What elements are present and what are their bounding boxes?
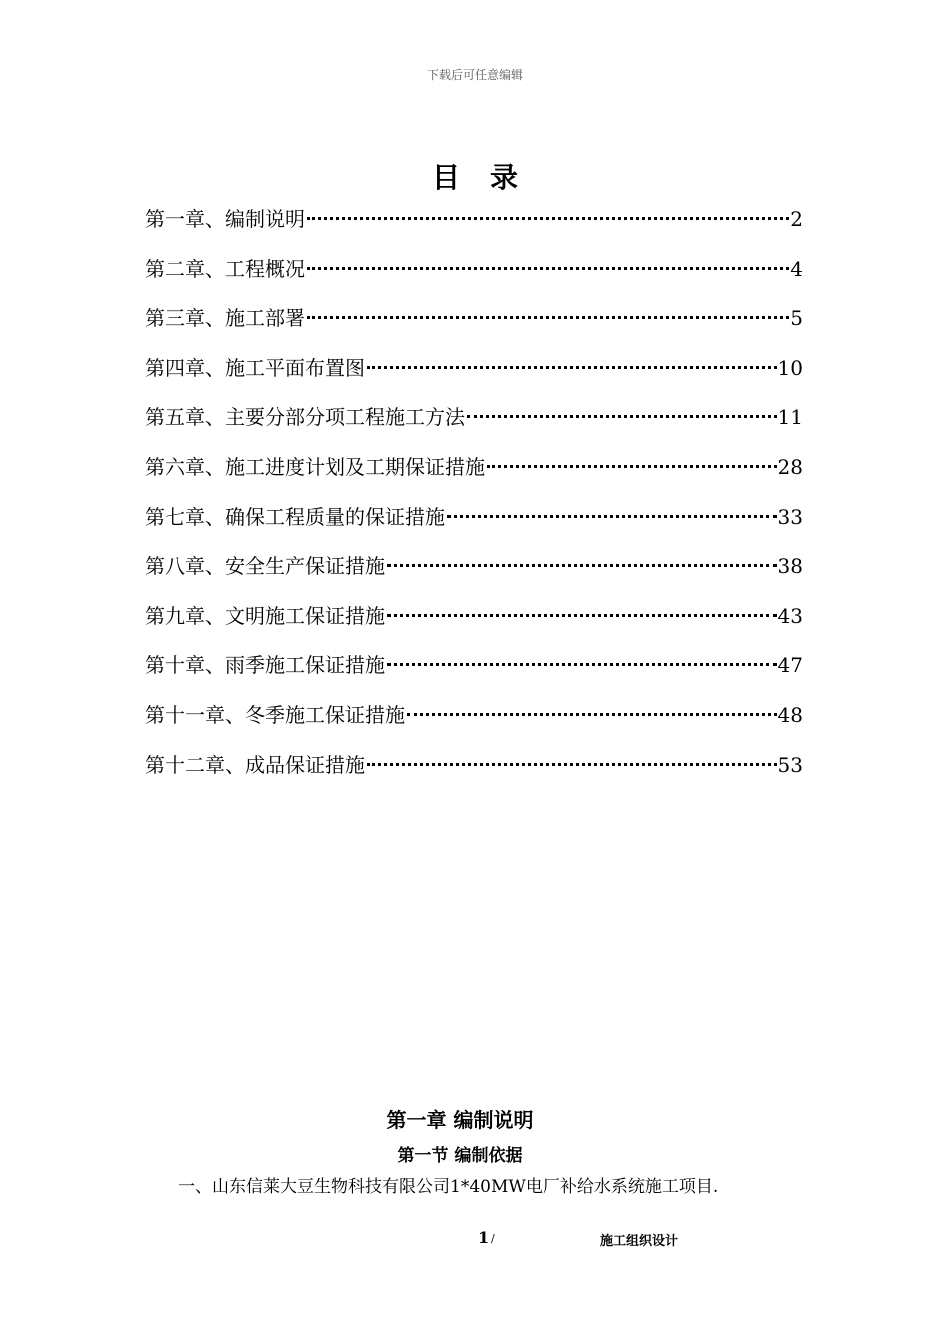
- toc-item[interactable]: [145, 203, 803, 253]
- toc-item-page: 28: [777, 454, 803, 479]
- toc-item[interactable]: [145, 699, 803, 749]
- toc-item-page: 5: [790, 306, 803, 331]
- section-title: 第一节 编制依据: [397, 1146, 523, 1166]
- toc-item-label: 第八章、安全生产保证措施: [145, 554, 385, 579]
- toc-leader-dots: [307, 316, 789, 319]
- toc-title: 目录: [431, 161, 548, 194]
- toc-leader-dots: [367, 366, 777, 369]
- toc-item[interactable]: [145, 352, 803, 402]
- toc-item[interactable]: [145, 501, 803, 551]
- toc-item-label: 第七章、确保工程质量的保证措施: [145, 504, 445, 529]
- toc-item-label: 第三章、施工部署: [145, 306, 305, 331]
- footer-separator: /: [491, 1232, 495, 1245]
- toc-item[interactable]: [145, 749, 803, 799]
- toc-item-page: 47: [777, 653, 803, 678]
- toc-item-page: 43: [777, 603, 803, 628]
- toc-leader-dots: [387, 663, 777, 666]
- toc-leader-dots: [467, 415, 777, 418]
- toc-leader-dots: [307, 217, 789, 220]
- toc-leader-dots: [387, 614, 777, 617]
- toc-item[interactable]: [145, 401, 803, 451]
- toc-leader-dots: [487, 465, 777, 468]
- chapter-title: 第一章 编制说明: [386, 1108, 534, 1132]
- toc-item-page: 10: [777, 355, 803, 380]
- header-note: 下载后可任意编辑: [426, 68, 523, 82]
- toc-item[interactable]: [145, 600, 803, 650]
- toc-item-label: 第十章、雨季施工保证措施: [145, 653, 385, 678]
- footer-doc-title: 施工组织设计: [600, 1234, 679, 1249]
- toc-item-label: 第四章、施工平面布置图: [145, 355, 365, 380]
- toc-leader-dots: [407, 713, 777, 716]
- toc-item-page: 53: [777, 752, 803, 777]
- toc-leader-dots: [387, 564, 777, 567]
- toc-item-page: 48: [777, 702, 803, 727]
- toc-item-label: 第十一章、冬季施工保证措施: [145, 702, 405, 727]
- toc-item[interactable]: [145, 253, 803, 303]
- toc-item-label: 第十二章、成品保证措施: [145, 752, 365, 777]
- toc-item-page: 33: [777, 504, 803, 529]
- toc-item[interactable]: [145, 302, 803, 352]
- toc-item-label: 第二章、工程概况: [145, 256, 305, 281]
- toc-item-label: 第六章、施工进度计划及工期保证措施: [145, 454, 485, 479]
- toc-leader-dots: [367, 763, 777, 766]
- toc-item-page: 2: [790, 207, 803, 231]
- toc-leader-dots: [447, 515, 777, 518]
- toc-item-page: 11: [777, 405, 803, 430]
- toc-leader-dots: [307, 267, 789, 270]
- toc-item-label: 第九章、文明施工保证措施: [145, 603, 385, 628]
- body-paragraph: 一、山东信莱大豆生物科技有限公司1*40MW电厂补给水系统施工项目.: [178, 1177, 719, 1197]
- toc-item[interactable]: [145, 550, 803, 600]
- footer-page-number: 1: [478, 1228, 490, 1247]
- toc-item-page: 4: [790, 256, 803, 281]
- toc-item[interactable]: [145, 649, 803, 699]
- toc-item[interactable]: [145, 451, 803, 501]
- toc-item-page: 38: [777, 554, 803, 579]
- toc-item-label: 第五章、主要分部分项工程施工方法: [145, 405, 465, 430]
- table-of-contents: [145, 203, 803, 798]
- toc-item-label: 第一章、编制说明: [145, 207, 305, 231]
